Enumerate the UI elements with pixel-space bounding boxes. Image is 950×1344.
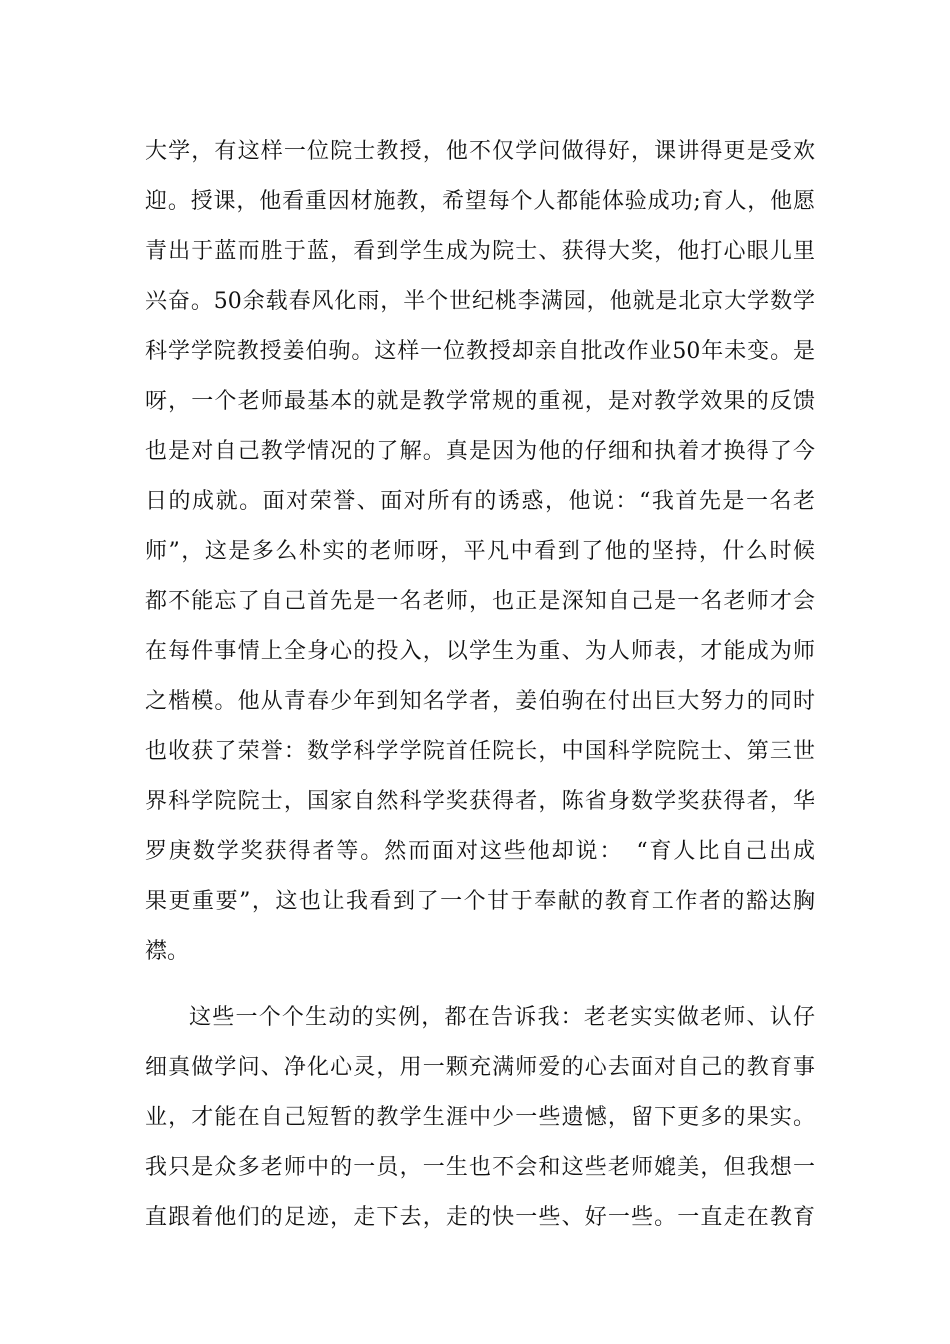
paragraph-1-line-1: 大学，有这样一位院士教授，他不仅学问做得好，课讲得更是受欢 bbox=[145, 139, 815, 164]
paragraph-2-line-5: 直跟着他们的足迹，走下去，走的快一些、好一些。一直走在教育 bbox=[145, 1205, 815, 1230]
paragraph-1-line-9: 师”，这是多么朴实的老师呀，平凡中看到了他的坚持，什么时候 bbox=[145, 539, 815, 564]
paragraph-1-line-16: 果更重要”，这也让我看到了一个甘于奉献的教育工作者的豁达胸 bbox=[145, 889, 815, 914]
paragraph-1-line-2: 迎。授课，他看重因材施教，希望每个人都能体验成功;育人，他愿 bbox=[145, 189, 815, 214]
paragraph-1-line-17: 襟。 bbox=[145, 939, 190, 964]
paragraph-2-line-2: 细真做学问、净化心灵，用一颗充满师爱的心去面对自己的教育事 bbox=[145, 1055, 815, 1080]
paragraph-1-line-11: 在每件事情上全身心的投入，以学生为重、为人师表，才能成为师 bbox=[145, 639, 815, 664]
paragraph-2-line-1: 这些一个个生动的实例，都在告诉我：老老实实做老师、认仔 bbox=[189, 1005, 815, 1030]
paragraph-1-line-10: 都不能忘了自己首先是一名老师，也正是深知自己是一名老师才会 bbox=[145, 589, 815, 614]
paragraph-1-line-13: 也收获了荣誉：数学科学学院首任院长，中国科学院院士、第三世 bbox=[145, 739, 815, 764]
paragraph-2-line-4: 我只是众多老师中的一员，一生也不会和这些老师媲美，但我想一 bbox=[145, 1155, 815, 1180]
paragraph-1-line-6: 呀，一个老师最基本的就是教学常规的重视，是对教学效果的反馈 bbox=[145, 389, 815, 414]
paragraph-1-line-4: 兴奋。50余载春风化雨，半个世纪桃李满园，他就是北京大学数学 bbox=[145, 289, 815, 314]
paragraph-1-line-3: 青出于蓝而胜于蓝，看到学生成为院士、获得大奖，他打心眼儿里 bbox=[145, 239, 815, 264]
paragraph-1-line-15: 罗庚数学奖获得者等。然而面对这些他却说： “育人比自己出成 bbox=[145, 839, 815, 864]
paragraph-1-line-12: 之楷模。他从青春少年到知名学者，姜伯驹在付出巨大努力的同时 bbox=[145, 689, 815, 714]
paragraph-1-line-14: 界科学院院士，国家自然科学奖获得者，陈省身数学奖获得者，华 bbox=[145, 789, 815, 814]
paragraph-2-line-3: 业，才能在自己短暂的教学生涯中少一些遗憾，留下更多的果实。 bbox=[145, 1105, 815, 1130]
paragraph-1-line-7: 也是对自己教学情况的了解。真是因为他的仔细和执着才换得了今 bbox=[145, 439, 815, 464]
paragraph-1-line-5: 科学学院教授姜伯驹。这样一位教授却亲自批改作业50年未变。是 bbox=[145, 339, 815, 364]
paragraph-1-line-8: 日的成就。面对荣誉、面对所有的诱惑，他说：“我首先是一名老 bbox=[145, 489, 815, 514]
